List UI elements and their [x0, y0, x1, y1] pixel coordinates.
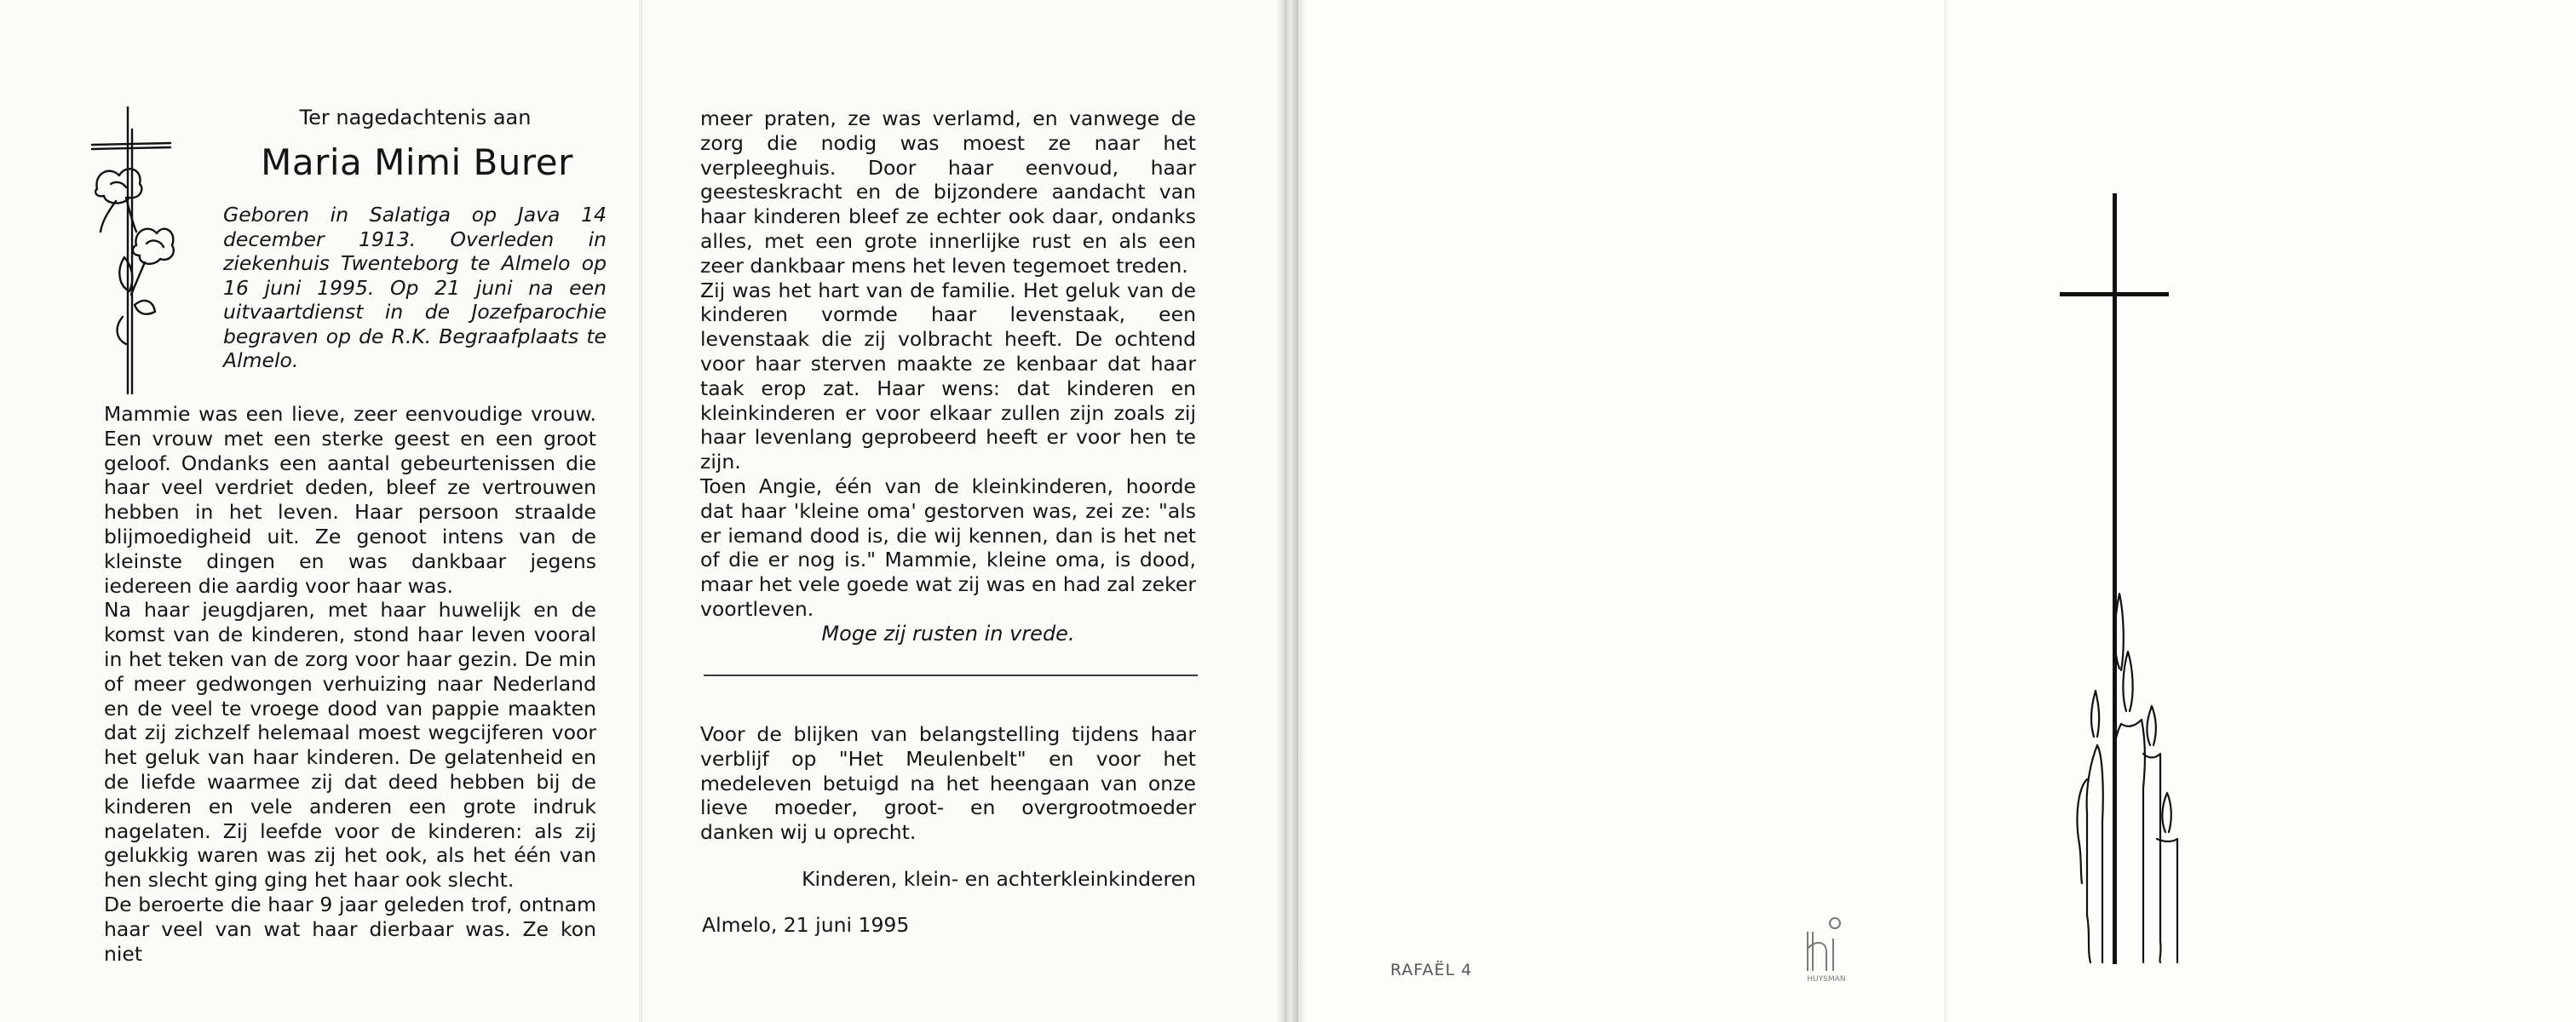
- printer-logo: [1796, 915, 1857, 991]
- thanks-text: Voor de blijken van belangstelling tijdens haar verblijf op "Het Meulenbelt" en voor het medeleven betuigd na het heengaan van onze lieve moeder, groot- en overgrootmoeder danken wij u oprecht.: [700, 722, 1196, 845]
- life-dates: Geboren in Salatiga op Java 14 december 1913. Overleden in ziekenhuis Twenteborg te Almelo op 16 juni 1995. Op 21 juni na een uitvaartdienst in de Jozefparochie begraven op de R.K. Begraafplaats te Almelo.: [223, 203, 607, 372]
- svg-text:HUYSMAN: HUYSMAN: [1807, 975, 1846, 984]
- closing-line: Moge zij rusten in vrede.: [821, 622, 1075, 646]
- paragraph: De beroerte die haar 9 jaar geleden trof, ontnam haar veel van wat haar dierbaar was. Ze kon niet: [104, 892, 596, 966]
- cross-with-poppies-icon: [85, 104, 179, 398]
- paragraph: meer praten, ze was verlamd, en vanwege de zorg die nodig was moest ze naar het verpleeghuis. Door haar eenvoud, haar geesteskracht en de bijzondere aandacht van haar kinderen bleef ze echter ook daar, ondanks alles, met een grote innerlijke rust en als een zeer dankbaar mens het leven tegemoet treden.: [700, 106, 1196, 278]
- intro-text: Ter nagedachtenis aan: [299, 106, 532, 129]
- cross-with-candles-icon: [2053, 192, 2181, 968]
- memorial-text-column-1: [104, 402, 596, 966]
- paragraph: Zij was het hart van de familie. Het geluk van de kinderen vormde haar levenstaak, een levenstaak die zij volbracht heeft. De ochtend voor haar sterven maakte ze kenbaar dat haar taak erop zat. Haar wens: dat kinderen en kleinkinderen er voor elkaar zullen zijn zoals zij haar levenlang geprobeerd heeft er voor hen te zijn.: [700, 278, 1196, 474]
- sheet-gap: [1285, 0, 1298, 1022]
- paragraph: Toen Angie, één van de kleinkinderen, hoorde dat haar 'kleine oma' gestorven was, zei ze: "als er iemand dood is, die wij kennen, dan is het net of die er nog is." Mammie, kleine oma, is dood, maar het vele goede wat zij was en had zal zeker voortleven.: [700, 474, 1196, 621]
- deceased-name: Maria Mimi Burer: [261, 141, 573, 183]
- paragraph: Na haar jeugdjaren, met haar huwelijk en de komst van de kinderen, stond haar leven vooral in het teken van de zorg voor haar gezin. De min of meer gedwongen verhuizing naar Nederland en de veel te vroege dood van pappie maakten dat zij zichzelf helemaal moest wegcijferen voor het geluk van haar kinderen. De gelatenheid en de liefde waarmee zij dat deed hebben bij de kinderen en vele anderen een grote indruk nagelaten. Zij leefde voor de kinderen: als zij gelukkig waren was zij het ook, als het één van hen slecht ging ging het haar ook slecht.: [104, 598, 596, 893]
- paragraph: Mammie was een lieve, zeer eenvoudige vrouw. Een vrouw met een sterke geest en een groot geloof. Ondanks een aantal gebeurtenissen die haar veel verdriet deden, bleef ze vertrouwen hebben in het leven. Haar persoon straalde blijmoedigheid uit. Ze genoot intens van de kleinste dingen en was dankbaar jegens iedereen die aardig voor haar was.: [104, 402, 596, 598]
- divider: [704, 675, 1198, 676]
- family-signature: Kinderen, klein- en achterkleinkinderen: [802, 867, 1196, 891]
- card-outside: [1298, 0, 2576, 1022]
- printer-code: RAFAËL 4: [1390, 961, 1473, 979]
- memorial-text-column-2: [700, 106, 1196, 622]
- outside-fold: [1944, 0, 1947, 1022]
- place-date: Almelo, 21 juni 1995: [702, 913, 910, 937]
- inside-fold: [639, 0, 642, 1022]
